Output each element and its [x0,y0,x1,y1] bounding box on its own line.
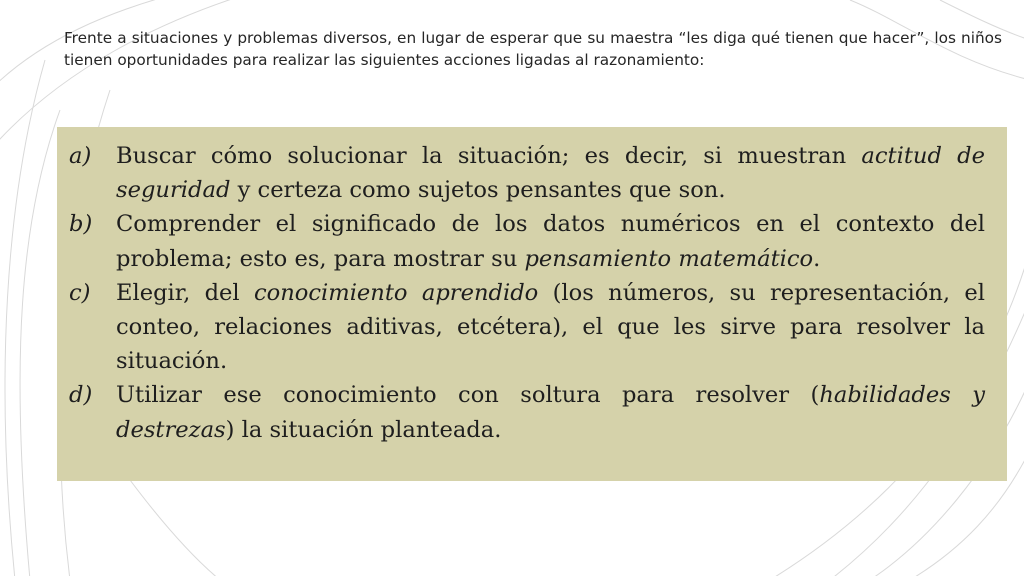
action-text-segment: y certeza como sujetos pensantes que son. [230,177,726,204]
action-letter: b) [69,211,93,238]
action-letter: d) [69,382,93,409]
action-text-segment: Utilizar ese conocimiento con soltura para resolver ( [116,382,820,409]
action-letter: c) [69,279,91,306]
action-item-b [69,207,985,275]
action-letter: a) [69,143,92,169]
action-text-segment: (los números, su representación, el conteo, relaciones aditivas, etcétera), el que les sirve para resolver la situación. [116,279,986,375]
intro-paragraph: Frente a situaciones y problemas diversos, en lugar de esperar que su maestra “les diga qué tienen que hacer”, los niños tienen oportunidades para realizar las siguientes acciones ligadas al razonamiento: [64,29,1002,69]
action-text-emphasis: conocimiento aprendido [253,279,539,306]
action-text-segment: Buscar cómo solucionar la situación; es decir, si muestran [116,143,862,169]
action-text [116,139,985,207]
action-text-segment: . [813,245,821,272]
action-text-segment: Comprender el significado de los datos numéricos en el contexto del problema; esto es, para mostrar su [116,211,985,272]
action-text-segment: ) la situación planteada. [225,416,502,443]
action-text-segment: Elegir, del [116,279,254,306]
action-text [116,378,985,446]
reasoning-actions-excerpt [57,127,1007,481]
background-arc [20,110,60,576]
action-item-c [69,276,985,379]
action-item-d [69,378,985,446]
background-arc [130,480,220,576]
action-text-emphasis: pensamiento matemático [524,245,814,272]
action-text-emphasis: actitud de seguridad [116,143,985,204]
background-arc [5,60,45,576]
action-item-a [69,139,985,207]
action-text-emphasis: habilidades y destrezas [116,382,985,443]
action-text [116,276,985,379]
action-text [116,207,985,275]
